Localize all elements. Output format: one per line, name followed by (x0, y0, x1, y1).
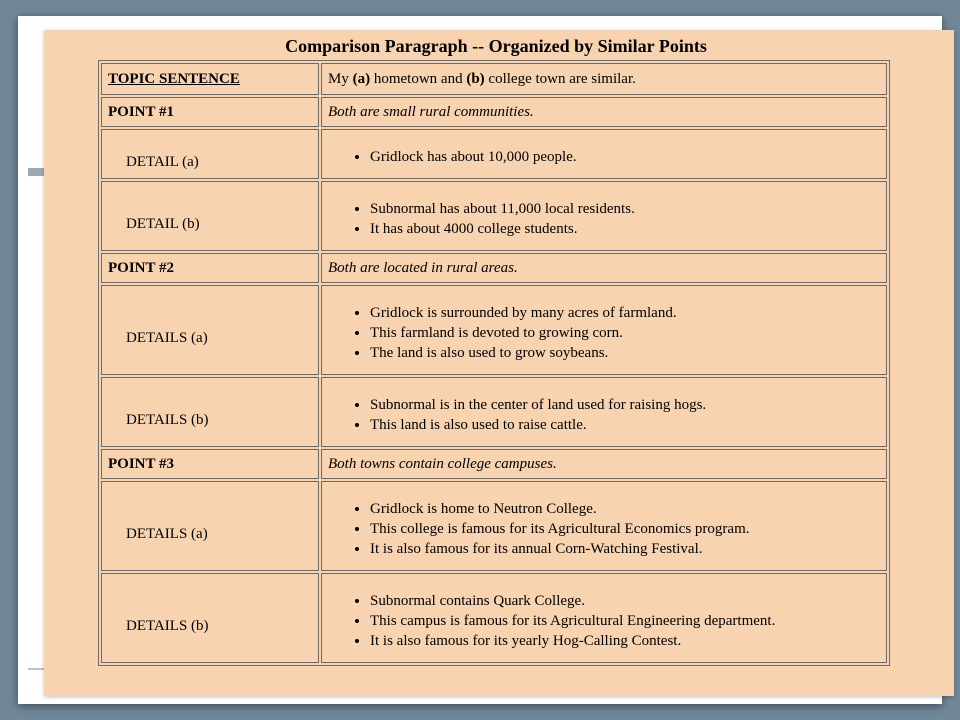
detail-list (328, 147, 886, 167)
list-item: • Subnormal is in the center of land used for raising hogs. (370, 395, 886, 415)
point-label: POINT #1 (108, 103, 174, 120)
detail-label-cell (101, 129, 319, 179)
detail-label: DETAILS (a) (126, 525, 208, 542)
topic-text-b: (b) (466, 70, 485, 87)
point-label: POINT #2 (108, 259, 174, 276)
comparison-table (98, 60, 890, 666)
topic-text-1: My (328, 70, 353, 87)
detail-row (101, 481, 887, 571)
detail-items-cell (321, 377, 887, 447)
topic-text-3: college town are similar. (484, 70, 636, 87)
point-row (101, 97, 887, 127)
list-item: • Subnormal has about 11,000 local residents. (370, 199, 886, 219)
topic-text-2: hometown and (370, 70, 467, 87)
detail-list (328, 395, 886, 435)
detail-row (101, 129, 887, 179)
list-item: • This college is famous for its Agricultural Economics program. (370, 519, 886, 539)
point-text: Both towns contain college campuses. (328, 455, 557, 472)
detail-items-cell (321, 129, 887, 179)
detail-label-cell (101, 481, 319, 571)
detail-label-cell (101, 573, 319, 663)
point-text-cell (321, 97, 887, 127)
list-item: • Gridlock has about 10,000 people. (370, 147, 886, 167)
list-item: • This farmland is devoted to growing corn. (370, 323, 886, 343)
detail-label-cell (101, 181, 319, 251)
topic-label-cell (101, 63, 319, 95)
detail-row (101, 285, 887, 375)
page-title: Comparison Paragraph -- Organized by Similar Points (285, 36, 707, 56)
list-item: • It is also famous for its annual Corn-Watching Festival. (370, 539, 886, 559)
detail-label: DETAILS (b) (126, 617, 209, 634)
topic-row (101, 63, 887, 95)
point-label-cell (101, 253, 319, 283)
point-label-cell (101, 97, 319, 127)
detail-items-cell (321, 481, 887, 571)
detail-label: DETAIL (b) (126, 215, 200, 232)
list-item: • The land is also used to grow soybeans. (370, 343, 886, 363)
point-text-cell (321, 253, 887, 283)
list-item: • Gridlock is surrounded by many acres of farmland. (370, 303, 886, 323)
detail-list (328, 499, 886, 559)
detail-list (328, 303, 886, 363)
detail-label: DETAIL (a) (126, 153, 199, 170)
list-item: • Gridlock is home to Neutron College. (370, 499, 886, 519)
point-text: Both are located in rural areas. (328, 259, 518, 276)
detail-row (101, 377, 887, 447)
detail-items-cell (321, 181, 887, 251)
detail-label-cell (101, 377, 319, 447)
detail-row (101, 181, 887, 251)
detail-label-cell (101, 285, 319, 375)
point-row (101, 449, 887, 479)
list-item: • This campus is famous for its Agricultural Engineering department. (370, 611, 886, 631)
point-label: POINT #3 (108, 455, 174, 472)
list-item: • This land is also used to raise cattle. (370, 415, 886, 435)
topic-text-cell (321, 63, 887, 95)
detail-label: DETAILS (b) (126, 411, 209, 428)
detail-list (328, 591, 886, 651)
point-text: Both are small rural communities. (328, 103, 534, 120)
point-row (101, 253, 887, 283)
detail-label: DETAILS (a) (126, 329, 208, 346)
topic-text-a: (a) (352, 70, 371, 87)
detail-list (328, 199, 886, 239)
list-item: • It has about 4000 college students. (370, 219, 886, 239)
detail-row (101, 573, 887, 663)
point-text-cell (321, 449, 887, 479)
point-label-cell (101, 449, 319, 479)
detail-items-cell (321, 573, 887, 663)
topic-label: TOPIC SENTENCE (108, 70, 240, 87)
list-item: • It is also famous for its yearly Hog-Calling Contest. (370, 631, 886, 651)
list-item: • Subnormal contains Quark College. (370, 591, 886, 611)
detail-items-cell (321, 285, 887, 375)
